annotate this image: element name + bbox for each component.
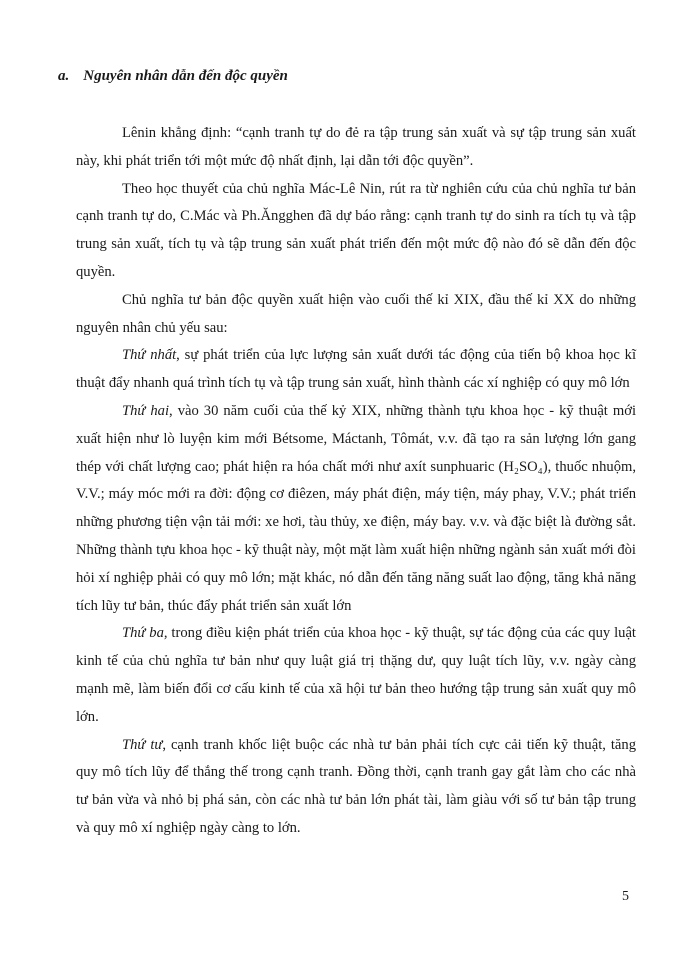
paragraph-lead: Thứ hai (122, 402, 170, 419)
paragraph (76, 120, 636, 176)
paragraph (76, 398, 636, 620)
paragraph-text: , sự phát triển của lực lượng sản xuất dưới tác động của tiến bộ khoa học kĩ thuật đẩy nhanh quá trình tích tụ và tập trung sản xuất, hình thành các xí nghiệp có quy mô lớn (76, 347, 636, 392)
page-number: 5 (622, 889, 629, 904)
paragraph-text: , vào 30 năm cuối của thế kỷ XIX, những thành tựu khoa học - kỹ thuật mới xuất hiện như lò luyện kim mới Bétsome, Máctanh, Tômát, v.v. đã tạo ra sản lượng lớn gang thép với chất lượng cao; phát hiện ra hóa chất mới như axít sunphuaric (H₂SO₄), thuốc nhuộm, V.V.; máy móc mới ra đời: động cơ điêzen, máy phát điện, máy tiện, máy phay, V.V.; phát triển những phương tiện vận tải mới: xe hơi, tàu thủy, xe điện, máy bay. v.v. và đặc biệt là đường sắt. Những thành tựu khoa học - kỹ thuật này, một mặt làm xuất hiện những ngành sản xuất mới đòi hỏi xí nghiệp phải có quy mô lớn; mặt khác, nó dẫn đến tăng năng suất lao động, tăng khả năng tích lũy tư bản, thúc đẩy phát triển sản xuất lớn (76, 402, 636, 614)
paragraph (76, 342, 636, 398)
paragraph (76, 176, 636, 287)
paragraph-text: Theo học thuyết của chủ nghĩa Mác-Lê Nin, rút ra từ nghiên cứu của chủ nghĩa tư bản cạnh tranh tự do, C.Mác và Ph.Ăngghen đã dự báo rằng: cạnh tranh tự do sinh ra tích tụ và tập trung sản xuất, tích tụ và tập trung sản xuất phát triển đến một mức độ nào đó sẽ dẫn đến độc quyền. (76, 180, 636, 280)
body-text (76, 120, 636, 843)
paragraph (76, 732, 636, 843)
section-label: a. (58, 68, 70, 84)
paragraph-lead: Thứ tư (122, 736, 163, 753)
paragraph-text: Chủ nghĩa tư bản độc quyền xuất hiện vào cuối thế kỉ XIX, đầu thế kỉ XX do những nguyên nhân chủ yếu sau: (76, 291, 636, 336)
paragraph (76, 620, 636, 731)
paragraph-text: , cạnh tranh khốc liệt buộc các nhà tư bản phải tích cực cải tiến kỹ thuật, tăng quy mô tích lũy để thắng thế trong cạnh tranh. Đồng thời, cạnh tranh gay gắt làm cho các nhà tư bản vừa và nhỏ bị phá sản, còn các nhà tư bản lớn phát tài, làm giàu với số tư bản tập trung và quy mô xí nghiệp ngày càng to lớn. (76, 736, 636, 836)
paragraph (76, 287, 636, 343)
paragraph-text: Lênin khẳng định: “cạnh tranh tự do đẻ ra tập trung sản xuất và sự tập trung sản xuất này, khi phát triển tới một mức độ nhất định, lại dẫn tới độc quyền”. (76, 125, 636, 169)
section-title: Nguyên nhân dẫn đến độc quyền (83, 68, 288, 84)
section-heading (58, 68, 288, 85)
paragraph-text: , trong điều kiện phát triển của khoa học - kỹ thuật, sự tác động của các quy luật kinh tế của chủ nghĩa tư bản như quy luật giá trị thặng dư, quy luật tích lũy, v.v. ngày càng mạnh mẽ, làm biến đổi cơ cấu kinh tế của xã hội tư bản theo hướng tập trung sản xuất quy mô lớn. (76, 625, 636, 725)
paragraph-lead: Thứ ba (122, 625, 164, 642)
paragraph-lead: Thứ nhất (122, 347, 177, 364)
